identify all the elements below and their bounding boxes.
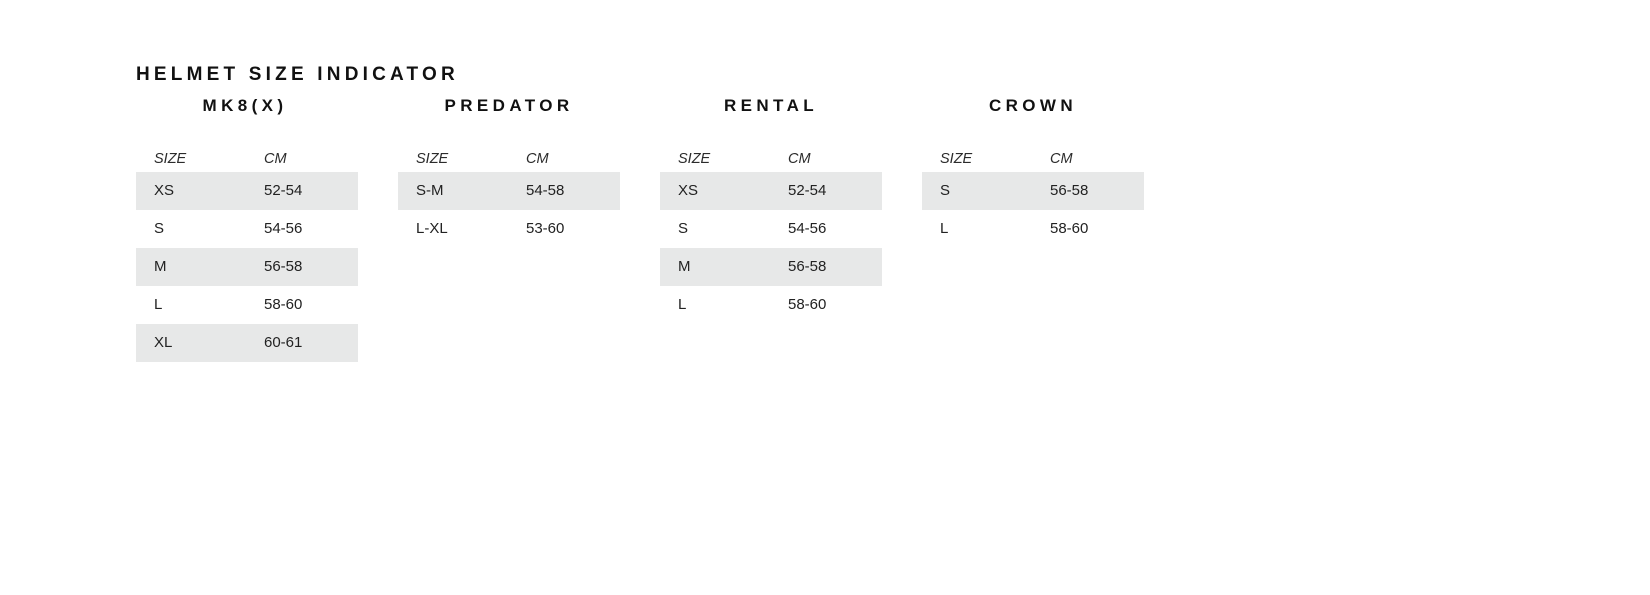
- column-header: SIZE: [416, 151, 449, 167]
- size-table: [660, 96, 882, 324]
- column-header: CM: [526, 151, 549, 167]
- size-table-grid: [398, 146, 620, 248]
- size-cell: XL: [154, 334, 173, 351]
- table-row: [136, 248, 358, 286]
- size-table-title: MK8(X): [202, 96, 288, 115]
- column-header: CM: [1050, 151, 1073, 167]
- size-cell: L: [940, 220, 949, 237]
- table-row: [922, 172, 1144, 210]
- cm-cell: 54-56: [264, 220, 303, 237]
- table-row: [398, 210, 620, 248]
- size-table-grid: [136, 146, 358, 362]
- size-cell: L-XL: [416, 220, 448, 237]
- table-row: [922, 210, 1144, 248]
- table-header-row: [398, 146, 620, 172]
- size-table: [398, 96, 620, 248]
- size-cell: S: [154, 220, 165, 237]
- size-cell: S-M: [416, 182, 444, 199]
- size-table-title: RENTAL: [723, 96, 819, 115]
- column-header: SIZE: [154, 151, 187, 167]
- size-cell: M: [678, 258, 691, 275]
- size-table: [922, 96, 1144, 248]
- table-row: [660, 286, 882, 324]
- cm-cell: 52-54: [264, 182, 303, 199]
- size-cell: S: [940, 182, 951, 199]
- size-cell: M: [154, 258, 167, 275]
- cm-cell: 54-56: [788, 220, 827, 237]
- cm-cell: 56-58: [788, 258, 827, 275]
- table-row: [398, 172, 620, 210]
- cm-cell: 53-60: [526, 220, 565, 237]
- table-row: [136, 286, 358, 324]
- size-table-title: PREDATOR: [444, 96, 574, 115]
- cm-cell: 56-58: [264, 258, 303, 275]
- size-cell: S: [678, 220, 689, 237]
- table-row: [660, 172, 882, 210]
- table-row: [136, 324, 358, 362]
- size-cell: L: [678, 296, 687, 313]
- size-cell: XS: [678, 182, 699, 199]
- size-cell: XS: [154, 182, 175, 199]
- cm-cell: 58-60: [788, 296, 827, 313]
- cm-cell: 52-54: [788, 182, 827, 199]
- size-table: [136, 96, 358, 362]
- size-cell: L: [154, 296, 163, 313]
- table-row: [660, 210, 882, 248]
- size-table-grid: [922, 146, 1144, 248]
- cm-cell: 60-61: [264, 334, 303, 351]
- table-header-row: [922, 146, 1144, 172]
- table-row: [660, 248, 882, 286]
- table-row: [136, 210, 358, 248]
- size-table-title: CROWN: [988, 96, 1078, 115]
- cm-cell: 58-60: [264, 296, 303, 313]
- cm-cell: 56-58: [1050, 182, 1089, 199]
- size-table-grid: [660, 146, 882, 324]
- table-header-row: [136, 146, 358, 172]
- cm-cell: 58-60: [1050, 220, 1089, 237]
- page-title: HELMET SIZE INDICATOR: [136, 64, 459, 85]
- column-header: SIZE: [940, 151, 973, 167]
- column-header: CM: [788, 151, 811, 167]
- column-header: SIZE: [678, 151, 711, 167]
- column-header: CM: [264, 151, 287, 167]
- table-header-row: [660, 146, 882, 172]
- table-row: [136, 172, 358, 210]
- cm-cell: 54-58: [526, 182, 565, 199]
